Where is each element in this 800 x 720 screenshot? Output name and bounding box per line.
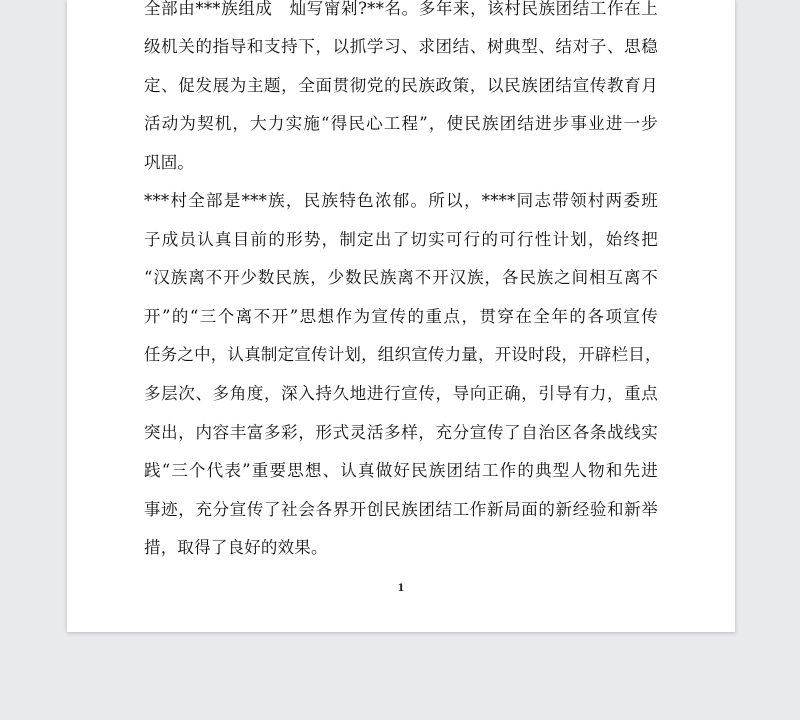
text-line: 事迹，充分宣传了社会各界开创民族团结工作新局面的新经验和新举 [144, 500, 658, 519]
text-line: 巩固。 [144, 153, 195, 172]
text-line: 子成员认真目前的形势，制定出了切实可行的可行性计划，始终把 [144, 230, 658, 249]
text-line: 多层次、多角度，深入持久地进行宣传，导向正确，引导有力，重点 [144, 384, 658, 403]
text-line: 措，取得了良好的效果。 [144, 538, 328, 557]
page-number: 1 [397, 583, 405, 594]
text-line: 活动为契机，大力实施“得民心工程”，使民族团结进步事业进一步 [144, 114, 658, 133]
text-line: 定、促发展为主题，全面贯彻党的民族政策，以民族团结宣传教育月 [144, 76, 658, 95]
text-line: 突出，内容丰富多彩，形式灵活多样，充分宣传了自治区各条战线实 [144, 423, 658, 442]
text-line: 全部由***族组成 灿写甯剁?**名。多年来，该村民族团结工作在上 [144, 0, 658, 18]
text-line: 级机关的指导和支持下，以抓学习、求团结、树典型、结对子、思稳 [144, 37, 658, 56]
document-page [67, 0, 735, 632]
text-line: 践“三个代表”重要思想、认真做好民族团结工作的典型人物和先进 [144, 461, 658, 480]
text-line: 任务之中，认真制定宣传计划，组织宣传力量，开设时段，开辟栏目， [144, 345, 662, 364]
text-line: ***村全部是***族，民族特色浓郁。所以，****同志带领村两委班 [144, 191, 658, 210]
text-line: 开”的“三个离不开”思想作为宣传的重点，贯穿在全年的各项宣传 [144, 307, 658, 326]
text-line: “汉族离不开少数民族，少数民族离不开汉族，各民族之间相互离不 [144, 268, 658, 287]
